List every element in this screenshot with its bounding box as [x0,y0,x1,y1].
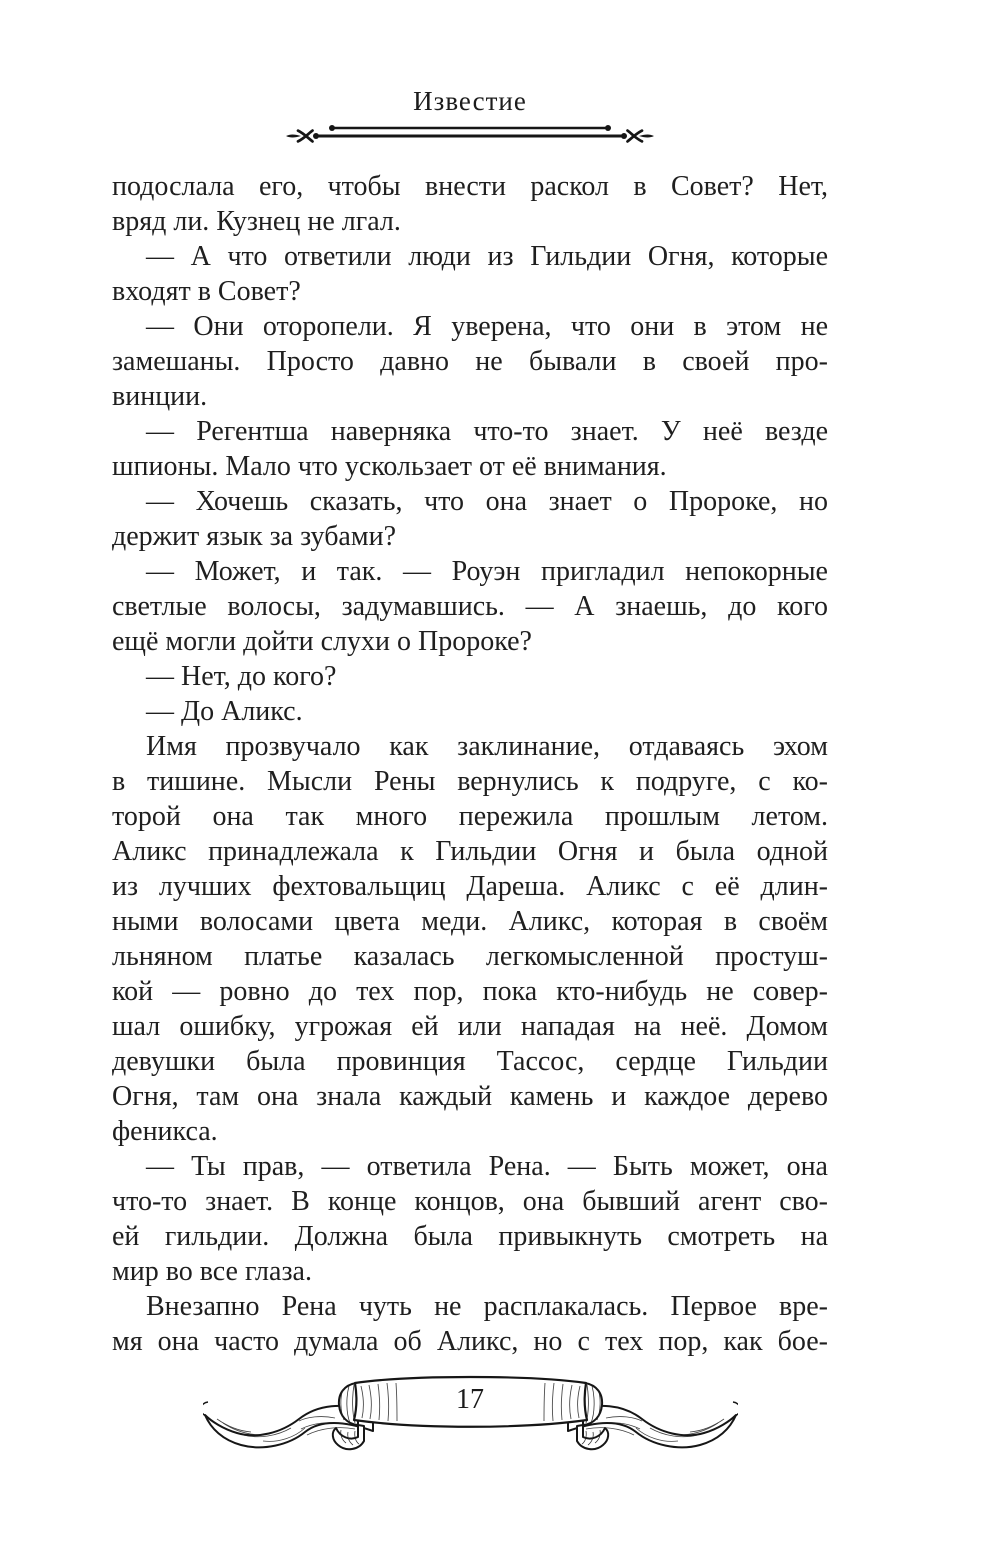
text-line: в тишине. Мысли Рены вернулись к подруге, с ко- [112,766,828,797]
text-line: вряд ли. Кузнец не лгал. [112,206,401,237]
paragraph [112,554,828,659]
paragraph [112,169,828,239]
paragraph [112,659,828,694]
text-line: подослала его, чтобы внести раскол в Совет? Нет, [112,171,828,202]
text-line: — Они оторопели. Я уверена, что они в этом не [146,311,828,342]
page-body [112,169,828,1359]
text-line: из лучших фехтовальщиц Дареша. Аликс с её длин- [112,871,828,902]
ornamental-rule-icon [285,122,655,144]
paragraph [112,239,828,309]
header-divider [112,122,828,144]
text-line: льняном платье казалась легкомысленной простуш- [112,941,828,972]
text-column [112,0,828,1465]
paragraph [112,414,828,484]
text-line: замешаны. Просто давно не бывали в своей про- [112,346,828,377]
text-line: феникса. [112,1116,218,1147]
text-line: ей гильдии. Должна была привыкнуть смотреть на [112,1221,828,1252]
text-line: Имя прозвучало как заклинание, отдаваясь эхом [146,731,828,762]
text-line: — Ты прав, — ответила Рена. — Быть может, она [146,1151,828,1182]
paragraph [112,484,828,554]
running-head-title: Известие [413,86,527,116]
text-line: мя она часто думала об Аликс, но с тех пор, как бое- [112,1326,828,1357]
text-line: что-то знает. В конце концов, она бывший агент сво- [112,1186,828,1217]
text-line: — До Аликс. [146,696,303,727]
paragraph [112,729,828,1149]
text-line: — А что ответили люди из Гильдии Огня, которые [146,241,828,272]
text-line: — Регентша наверняка что-то знает. У неё везде [146,416,828,447]
text-line: торой она так много пережила прошлым летом. [112,801,828,832]
text-line: — Может, и так. — Роуэн пригладил непокорные [146,556,828,587]
text-line: ещё могли дойти слухи о Пророке? [112,626,532,657]
paragraph [112,1149,828,1289]
text-line: шпионы. Мало что ускользает от её внимания. [112,451,667,482]
text-line: входят в Совет? [112,276,301,307]
text-line: ными волосами цвета меди. Аликс, которая в своём [112,906,828,937]
text-line: Огня, там она знала каждый камень и каждое дерево [112,1081,828,1112]
text-line: светлые волосы, задумавшись. — А знаешь, до кого [112,591,828,622]
text-line: — Хочешь сказать, что она знает о Пророке, но [146,486,828,517]
text-line: девушки была провинция Тассос, сердце Гильдии [112,1046,828,1077]
text-line: Внезапно Рена чуть не расплакалась. Первое вре- [146,1291,828,1322]
text-line: — Нет, до кого? [146,661,337,692]
text-line: держит язык за зубами? [112,521,396,552]
paragraph [112,1289,828,1359]
paragraph [112,309,828,414]
text-line: кой — ровно до тех пор, пока кто-нибудь не совер- [112,976,828,1007]
footer-banner [203,1373,738,1465]
page-number: 17 [456,1384,484,1415]
text-line: шал ошибку, угрожая ей или нападая на неё. Домом [112,1011,828,1042]
paragraph [112,694,828,729]
text-line: Аликс принадлежала к Гильдии Огня и была одной [112,836,828,867]
text-line: винции. [112,381,208,412]
text-line: мир во все глаза. [112,1256,312,1287]
